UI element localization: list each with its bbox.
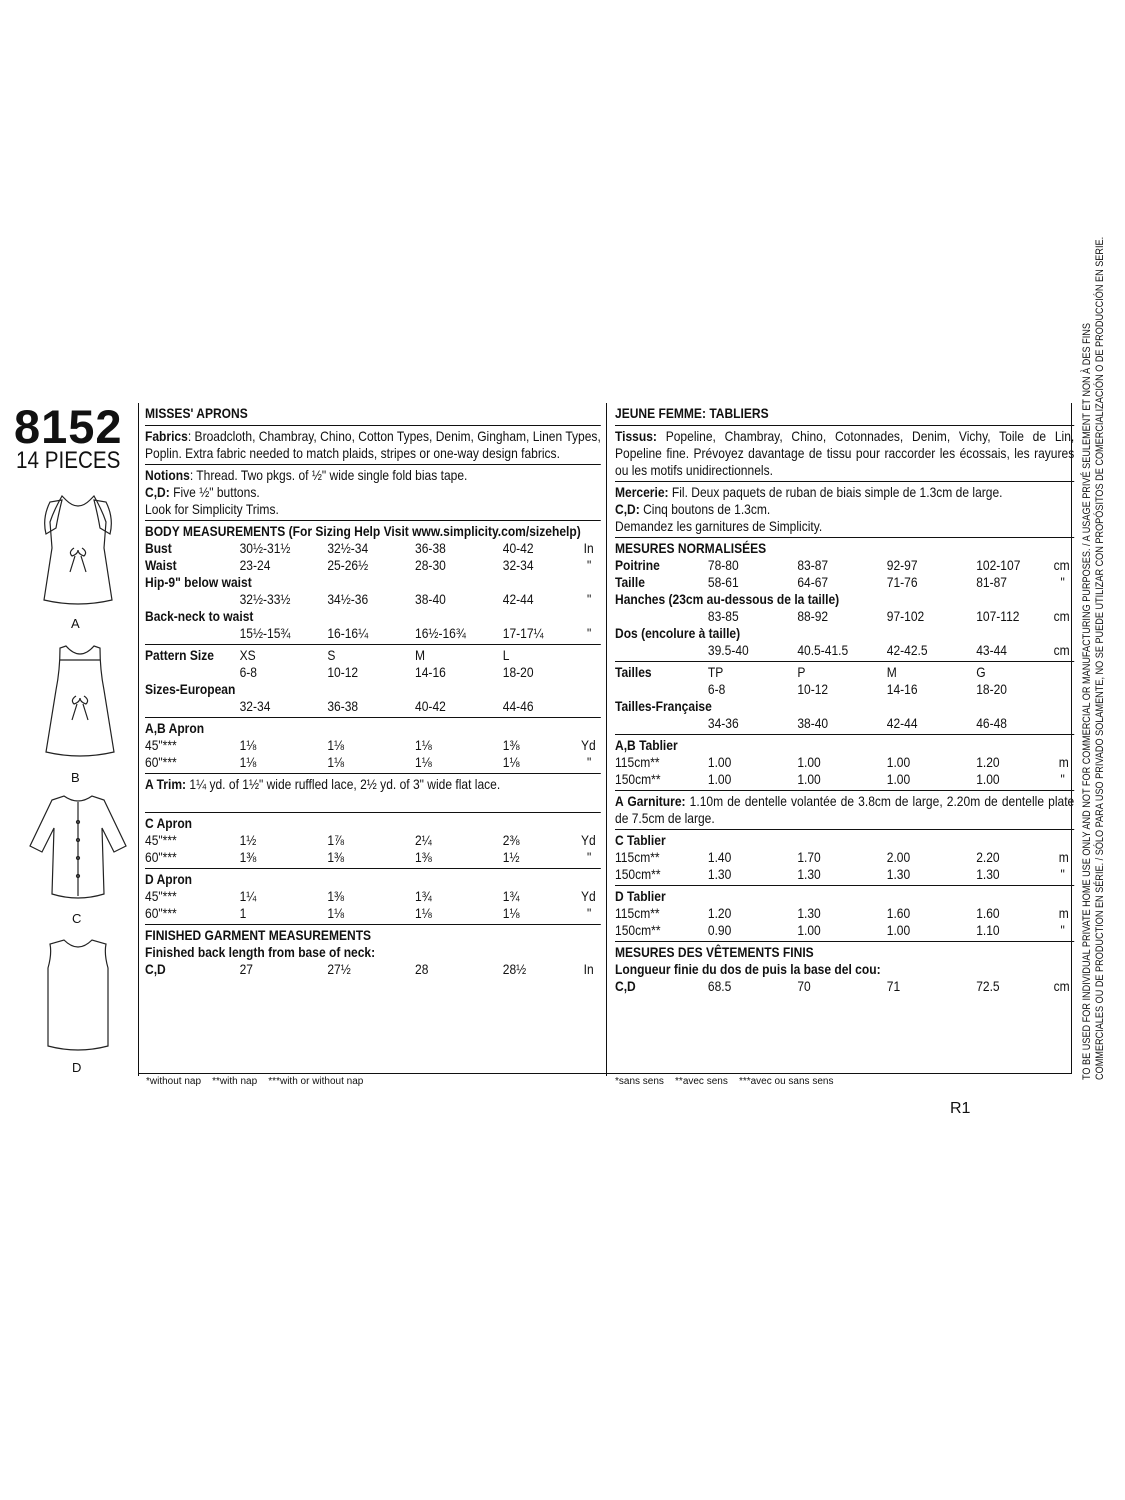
table-row: Tailles TP P M G xyxy=(615,664,986,680)
left-column-rule xyxy=(138,403,139,1076)
finished-measurements-heading: FINISHED GARMENT MEASUREMENTS xyxy=(145,927,372,943)
table-row: D Tablier xyxy=(615,888,666,904)
table-row: 45"*** 1¼ 1⅜ 1¾ 1¾ Yd xyxy=(145,888,596,904)
table-row: 39.5-40 40.5-41.5 42-42.5 43-44 cm xyxy=(707,642,1070,658)
table-row: 115cm** 1.40 1.70 2.00 2.20 m xyxy=(615,849,1069,865)
table-row: Hanches (23cm au-dessous de la taille) xyxy=(615,591,840,607)
french-column xyxy=(615,405,1075,995)
view-c-sketch xyxy=(22,790,134,910)
mesures-heading: MESURES NORMALISÉES xyxy=(615,540,767,556)
table-row: Pattern Size XS S M L xyxy=(145,647,510,663)
table-row: C Tablier xyxy=(615,832,666,848)
notions-line: Notions: Thread. Two pkgs. of ½" wide single fold bias tape. xyxy=(145,467,468,483)
table-row: C Apron xyxy=(145,815,193,831)
fabrics-paragraph: Fabrics: Broadcloth, Chambray, Chino, Cotton Types, Denim, Gingham, Linen Types, Poplin. Extra fabric needed to match plaids, stripes or one-way design fabrics. xyxy=(145,428,601,461)
pattern-number: 8152 xyxy=(14,400,123,453)
cd-boutons-line: C,D: Cinq boutons de 1.3cm. xyxy=(615,501,771,517)
trims-line: Look for Simplicity Trims. xyxy=(145,501,279,517)
table-row: 45"*** 1½ 1⅞ 2¼ 2⅜ Yd xyxy=(145,832,596,848)
table-row: 115cm** 1.00 1.00 1.00 1.20 m xyxy=(615,754,1069,770)
table-row: Hip-9" below waist xyxy=(145,574,252,590)
table-row: Bust 30½-31½ 32½-34 36-38 40-42 In xyxy=(145,540,594,556)
table-row: 32½-33½ 34½-36 38-40 42-44 " xyxy=(239,591,592,607)
disclaimer-line-1: TO BE USED FOR INDIVIDUAL PRIVATE HOME USE ONLY AND NOT FOR COMMERCIAL OR MANUFACTURING PURPOSES. / A USAGE PRIVÉ SEULEMENT ET NON À DES FINS xyxy=(1081,323,1093,1080)
cd-buttons-line: C,D: Five ½" buttons. xyxy=(145,484,260,500)
table-row: 150cm** 1.00 1.00 1.00 1.00 " xyxy=(615,771,1065,787)
english-footnote: *without nap **with nap ***with or without nap xyxy=(146,1076,364,1087)
table-row: 60"*** 1 1⅛ 1⅛ 1⅛ " xyxy=(145,905,592,921)
table-row: 115cm** 1.20 1.30 1.60 1.60 m xyxy=(615,905,1069,921)
english-column xyxy=(145,405,601,978)
a-garniture-paragraph: A Garniture: 1.10m de dentelle volantée de 3.8cm de large, 2.20m de dentelle plate de 7.5cm de large. xyxy=(615,793,1075,826)
a-trim-line: A Trim: 1¼ yd. of 1½" wide ruffled lace, 2½ yd. of 3" wide flat lace. xyxy=(145,776,501,792)
table-row: C,D 68.5 70 71 72.5 cm xyxy=(615,978,1070,994)
tissus-paragraph: Tissus: Popeline, Chambray, Chino, Cotonnades, Denim, Vichy, Toile de Lin, Popeline fine. Prévoyez davantage de tissu pour raccorder les écossais, les rayures ou les motifs unidirectionnels. xyxy=(615,428,1075,478)
table-row: 150cm** 0.90 1.00 1.00 1.10 " xyxy=(615,922,1065,938)
view-d-label: D xyxy=(72,1060,82,1075)
pieces-count: 14 PIECES xyxy=(16,447,121,474)
french-footnote: *sans sens **avec sens ***avec ou sans sens xyxy=(615,1076,834,1087)
table-row: C,D 27 27½ 28 28½ In xyxy=(145,961,594,977)
table-row: Back-neck to waist xyxy=(145,608,254,624)
table-row: 60"*** 1⅛ 1⅛ 1⅛ 1⅛ " xyxy=(145,754,592,770)
table-row: Tailles-Française xyxy=(615,698,712,714)
finished-back-length-label: Finished back length from base of neck: xyxy=(145,944,376,960)
table-row: 34-36 38-40 42-44 46-48 xyxy=(707,715,1007,731)
table-row: D Apron xyxy=(145,871,193,887)
english-bottom-rule xyxy=(138,1073,607,1074)
table-row: Waist 23-24 25-26½ 28-30 32-34 " xyxy=(145,557,592,573)
table-row: Sizes-European xyxy=(145,681,236,697)
table-row: Poitrine 78-80 83-87 92-97 102-107 cm xyxy=(615,557,1070,573)
table-row: 15½-15¾ 16-16¼ 16½-16¾ 17-17¼ " xyxy=(239,625,592,641)
view-c-label: C xyxy=(72,911,82,926)
view-d-sketch xyxy=(28,934,128,1059)
table-row: 6-8 10-12 14-16 18-20 xyxy=(707,681,1007,697)
middle-column-rule xyxy=(606,403,607,1076)
garnitures-line: Demandez les garnitures de Simplicity. xyxy=(615,518,823,534)
french-bottom-rule xyxy=(607,1073,1072,1074)
mesures-finis-heading: MESURES DES VÊTEMENTS FINIS xyxy=(615,944,814,960)
table-row: Taille 58-61 64-67 71-76 81-87 " xyxy=(615,574,1065,590)
table-row: 60"*** 1⅜ 1⅜ 1⅜ 1½ " xyxy=(145,849,592,865)
table-row: A,B Tablier xyxy=(615,737,678,753)
view-b-sketch xyxy=(30,640,130,765)
disclaimer-line-2: COMMERCIALES OU DE PRODUCTION EN SÉRIE. / SÓLO PARA USO PRIVADO SOLAMENTE, NO SE PUEDE UTILIZAR CON PROPÓSITOS DE COMERCIALIZACIÓN O DE PRODUCCIÓN EN SERIE. xyxy=(1094,236,1106,1080)
body-measurements-heading: BODY MEASUREMENTS (For Sizing Help Visit www.simplicity.com/sizehelp) xyxy=(145,523,581,539)
english-title: MISSES' APRONS xyxy=(145,405,248,421)
table-row: 45"*** 1⅛ 1⅛ 1⅛ 1⅜ Yd xyxy=(145,737,596,753)
mercerie-line: Mercerie: Fil. Deux paquets de ruban de biais simple de 1.3cm de large. xyxy=(615,484,1003,500)
table-row: 6-8 10-12 14-16 18-20 xyxy=(239,664,534,680)
view-a-sketch xyxy=(28,488,128,613)
view-a-label: A xyxy=(71,616,80,631)
table-row: A,B Apron xyxy=(145,720,205,736)
table-row: 83-85 88-92 97-102 107-112 cm xyxy=(707,608,1070,624)
french-title: JEUNE FEMME: TABLIERS xyxy=(615,405,769,421)
table-row: 32-34 36-38 40-42 44-46 xyxy=(239,698,534,714)
longueur-finie-label: Longueur finie du dos de puis la base del cou: xyxy=(615,961,881,977)
table-row: Dos (encolure à taille) xyxy=(615,625,741,641)
view-b-label: B xyxy=(71,770,80,785)
page-code: R1 xyxy=(950,1100,971,1117)
table-row: 150cm** 1.30 1.30 1.30 1.30 " xyxy=(615,866,1065,882)
